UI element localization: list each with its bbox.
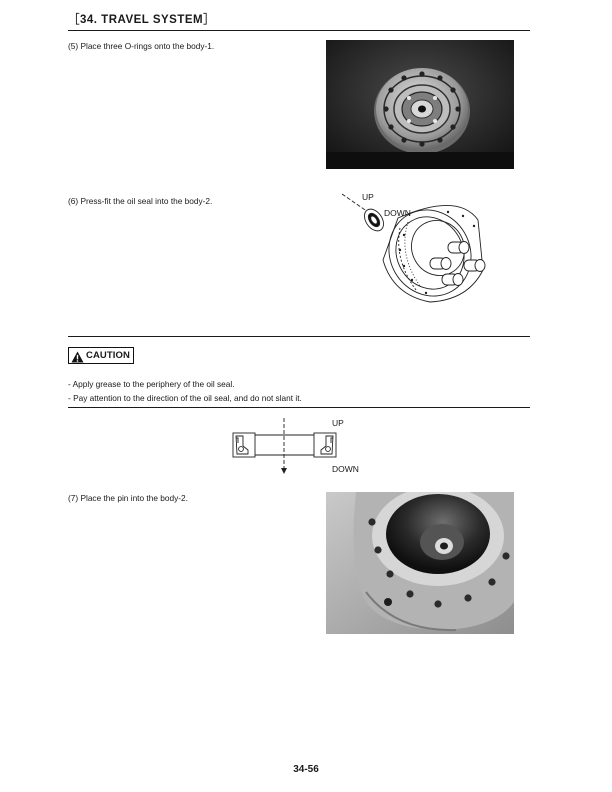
figure-2-down-label: DOWN [384,208,411,218]
page-header [68,8,530,28]
caution-top-rule [68,336,530,337]
figure-2-up-label: UP [362,192,374,202]
step-6-text: (6) Press-fit the oil seal into the body-2. [68,196,213,206]
section-title: ［34. TRAVEL SYSTEM］ [68,14,216,26]
caution-label: CAUTION [86,350,130,361]
figure-3-down-label: DOWN [332,464,359,474]
page-number: 34-56 [293,764,319,775]
step-7-text: (7) Place the pin into the body-2. [68,493,188,503]
figure-oil-seal-press-fit [338,190,498,315]
caution-bottom-rule [68,407,530,408]
caution-badge [68,347,134,364]
caution-note-2: - Pay attention to the direction of the oil seal, and do not slant it. [68,393,302,403]
step-5-text: (5) Place three O-rings onto the body-1. [68,41,215,51]
figure-3-up-label: UP [332,418,344,428]
header-rule [68,30,530,31]
photo-body-2-pin [326,492,514,634]
caution-note-1: - Apply grease to the periphery of the oil seal. [68,379,235,389]
warning-triangle-icon [71,350,84,362]
figure-oil-seal-direction [228,416,378,478]
photo-body-1-orings [326,40,514,169]
